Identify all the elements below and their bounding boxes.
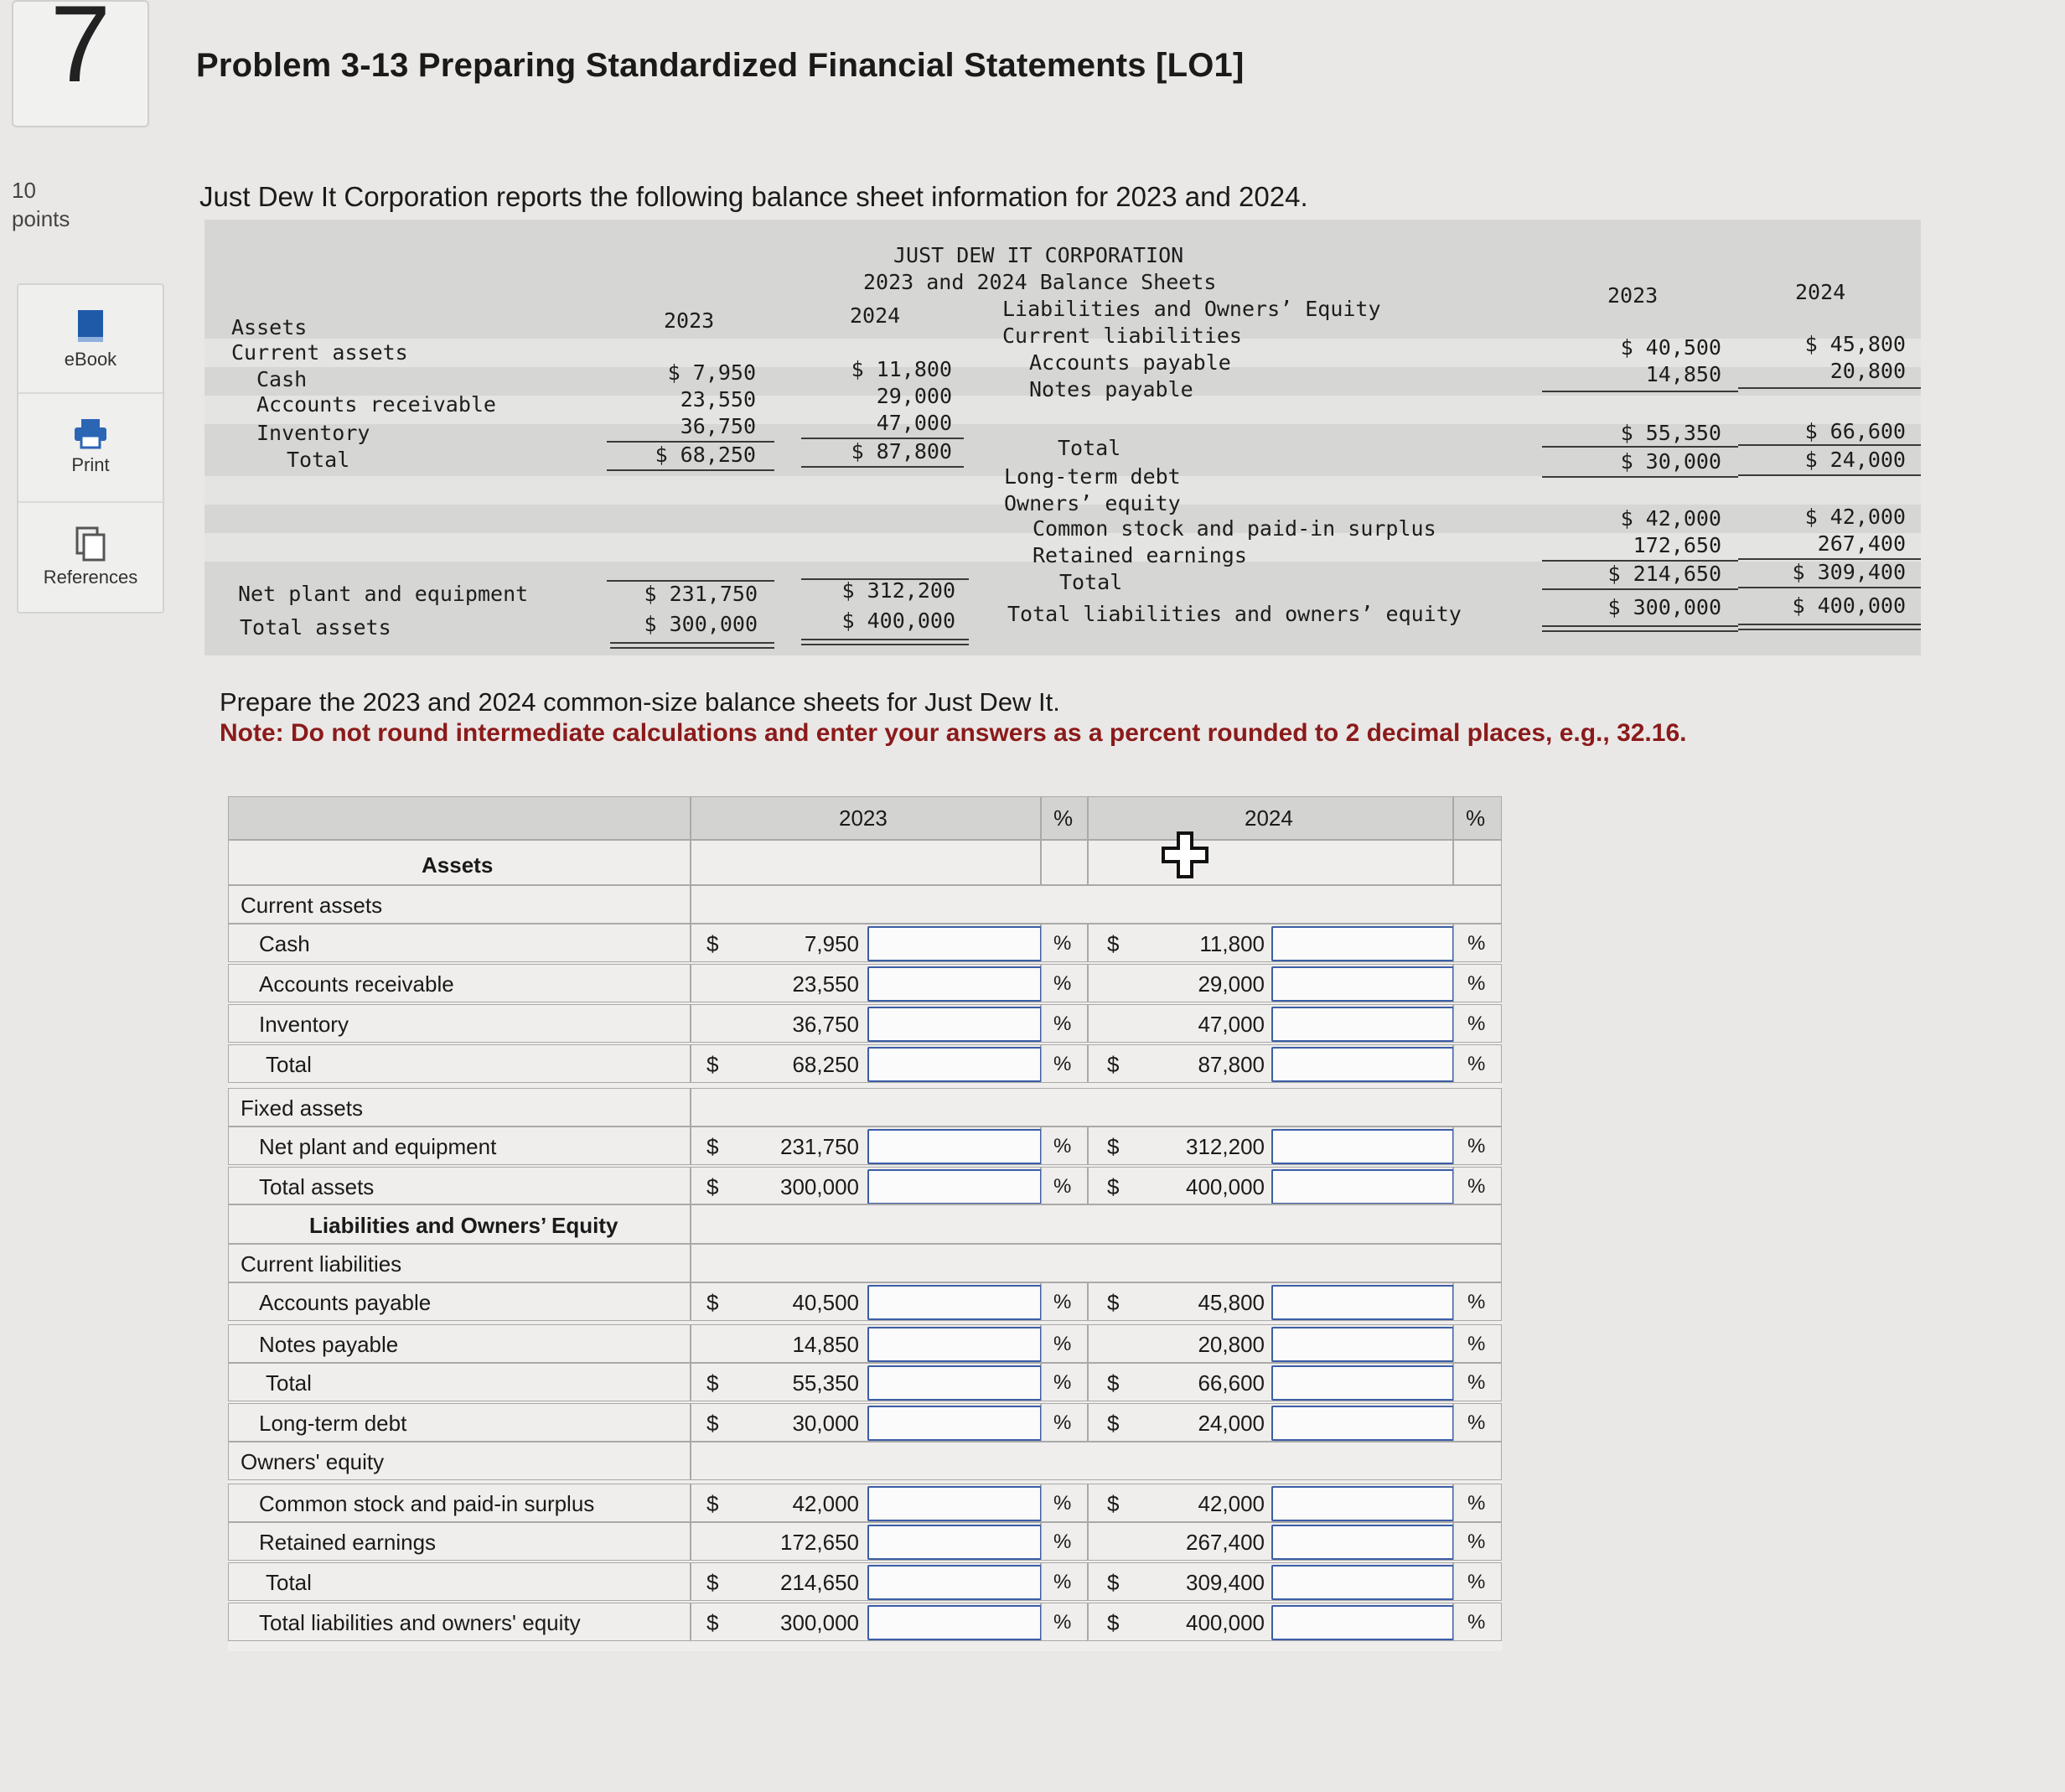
common-size-2023-input[interactable] [867, 1605, 1042, 1640]
assets-heading-fill-p [1041, 840, 1088, 885]
problem-intro: Just Dew It Corporation reports the following balance sheet information for 2023 and 2024. [199, 181, 1308, 212]
bs-col-2023-left: 2023 [664, 308, 715, 333]
value-2024-cell [1088, 1282, 1453, 1321]
bs-ap-2023: $ 40,500 [1620, 335, 1721, 360]
pct-sign: % [1467, 1492, 1486, 1515]
dollar-sign: $ [1107, 1570, 1120, 1595]
points-info [12, 176, 70, 233]
value-2024: 45,800 [1198, 1290, 1265, 1315]
value-2023-cell [691, 1167, 1041, 1205]
bs-cash-2023: $ 7,950 [667, 360, 756, 385]
common-size-2024-input[interactable] [1271, 1605, 1454, 1640]
value-2023: 231,750 [780, 1134, 859, 1159]
dollar-sign: $ [1107, 1174, 1120, 1199]
row-label-cell [228, 1442, 691, 1480]
dollar-sign: $ [706, 931, 719, 956]
pct-2023-cell [1041, 1603, 1088, 1641]
row-label-cell [228, 1167, 691, 1205]
value-2023: 300,000 [780, 1174, 859, 1199]
value-2023-cell [691, 964, 1041, 1002]
row-label-cell [228, 1403, 691, 1442]
value-2023: 172,650 [780, 1530, 859, 1555]
pct-2023-cell [1041, 1004, 1088, 1043]
row-label: Common stock and paid-in surplus [259, 1491, 595, 1516]
pct-2024-cell [1453, 1363, 1502, 1401]
pct-2024-cell [1453, 1282, 1502, 1321]
liab-heading-fill [691, 1204, 1502, 1244]
pct-2024-cell [1453, 1403, 1502, 1442]
dollar-sign: $ [1107, 1610, 1120, 1635]
liab-heading: Liabilities and Owners’ Equity [309, 1213, 618, 1238]
bs-common-2023: $ 42,000 [1620, 506, 1721, 531]
row-label: Fixed assets [241, 1095, 363, 1121]
value-2024: 66,600 [1198, 1370, 1265, 1396]
pct-sign: % [1053, 1333, 1072, 1355]
section-fill [691, 1244, 1502, 1282]
dollar-sign: $ [706, 1610, 719, 1635]
book-icon [75, 285, 106, 344]
value-2024-cell [1088, 964, 1453, 1002]
bs-col-2023-right: 2023 [1607, 283, 1659, 308]
value-2024-cell [1088, 1167, 1453, 1205]
bs-oe-total-label: Total [1059, 570, 1123, 594]
header-2024-label: 2024 [1245, 805, 1293, 831]
pct-2023-cell [1041, 1484, 1088, 1522]
value-2023-cell [691, 1282, 1041, 1321]
row-label: Long-term debt [259, 1411, 407, 1436]
liab-heading-cell [228, 1204, 691, 1244]
question-number: 7 [12, 0, 149, 127]
value-2024-cell [1088, 1363, 1453, 1401]
given-balance-sheet [204, 220, 1921, 655]
pct-2023-cell [1041, 1044, 1088, 1083]
bs-total-le-2024: $ 400,000 [1792, 593, 1906, 618]
pct-sign: % [1467, 932, 1486, 955]
common-size-2024-input[interactable] [1271, 1486, 1454, 1521]
bs-owners-equity: Owners’ equity [1004, 491, 1181, 515]
pct-2024-cell [1453, 1126, 1502, 1165]
assets-heading-fill-b [1088, 840, 1453, 885]
dollar-sign: $ [706, 1174, 719, 1199]
bs-ap-2024: $ 45,800 [1804, 332, 1906, 356]
value-2024-cell [1088, 1403, 1453, 1442]
row-label: Net plant and equipment [259, 1134, 497, 1159]
bs-total-le-2023: $ 300,000 [1607, 595, 1721, 619]
references-button[interactable] [18, 503, 163, 610]
row-label: Accounts payable [259, 1290, 432, 1315]
row-label-cell [228, 1044, 691, 1083]
pct-sign: % [1053, 1053, 1072, 1075]
bs-cash-label: Cash [256, 367, 308, 391]
value-2024: 47,000 [1198, 1012, 1265, 1037]
common-size-2023-input[interactable] [867, 1169, 1042, 1204]
bs-company: JUST DEW IT CORPORATION [893, 243, 1184, 267]
value-2024: 87,800 [1198, 1052, 1265, 1077]
common-size-2023-input[interactable] [867, 1285, 1042, 1320]
row-label: Total assets [259, 1174, 375, 1199]
bs-common-2024: $ 42,000 [1804, 505, 1906, 529]
common-size-2024-input[interactable] [1271, 1525, 1454, 1560]
pct-2023-cell [1041, 964, 1088, 1002]
pct-2023-cell [1041, 1562, 1088, 1601]
pct-sign: % [1053, 1175, 1072, 1198]
assets-heading: Assets [422, 852, 494, 878]
dollar-sign: $ [1107, 1491, 1120, 1516]
header-pct-2023 [1041, 796, 1088, 840]
pct-2023-cell [1041, 1403, 1088, 1442]
print-button[interactable] [18, 394, 163, 503]
header-pct-2024-label: % [1466, 805, 1486, 831]
value-2023-cell [691, 924, 1041, 962]
bs-net-plant-2024: $ 312,200 [841, 578, 955, 603]
pct-2024-cell [1453, 1167, 1502, 1205]
bs-ltd-2024: $ 24,000 [1804, 448, 1906, 472]
value-2023: 14,850 [792, 1332, 859, 1357]
value-2024: 24,000 [1198, 1411, 1265, 1436]
common-size-2023-input[interactable] [867, 1047, 1042, 1082]
bs-cl-total-2024: $ 66,600 [1804, 419, 1906, 443]
pct-2024-cell [1453, 924, 1502, 962]
value-2023-cell [691, 1126, 1041, 1165]
row-label-cell [228, 1126, 691, 1165]
row-label: Owners' equity [241, 1449, 385, 1474]
pct-sign: % [1467, 1291, 1486, 1313]
bs-ca-total-2024: $ 87,800 [851, 439, 952, 464]
common-size-2023-input[interactable] [867, 966, 1042, 1002]
dollar-sign: $ [1107, 1290, 1120, 1315]
bs-ar-2024: 29,000 [876, 384, 952, 408]
bs-oe-total-2023: $ 214,650 [1607, 562, 1721, 586]
header-blank [228, 796, 691, 840]
row-label-cell [228, 1603, 691, 1641]
value-2024-cell [1088, 1522, 1453, 1561]
row-label: Cash [259, 931, 310, 956]
value-2023-cell [691, 1363, 1041, 1401]
row-label: Current liabilities [241, 1251, 402, 1277]
row-label-cell [228, 924, 691, 962]
value-2024-cell [1088, 1562, 1453, 1601]
bs-retained-2024: 267,400 [1817, 531, 1906, 556]
common-size-2023-input[interactable] [867, 1525, 1042, 1560]
row-label-cell [228, 1522, 691, 1561]
section-fill [691, 1088, 1502, 1126]
pct-2024-cell [1453, 964, 1502, 1002]
bs-np-label: Notes payable [1029, 377, 1193, 401]
value-2023: 55,350 [792, 1370, 859, 1396]
row-label: Current assets [241, 893, 383, 918]
printer-icon [73, 394, 108, 449]
value-2023: 40,500 [792, 1290, 859, 1315]
bs-inventory-2024: 47,000 [876, 411, 952, 435]
header-2023-label: 2023 [839, 805, 888, 831]
dollar-sign: $ [1107, 1370, 1120, 1396]
bs-current-liabilities: Current liabilities [1002, 324, 1242, 348]
value-2024: 400,000 [1186, 1610, 1265, 1635]
value-2023-cell [691, 1403, 1041, 1442]
bs-retained-2023: 172,650 [1633, 533, 1721, 557]
common-size-2024-input[interactable] [1271, 926, 1454, 961]
row-label-cell [228, 1562, 691, 1601]
value-2024: 11,800 [1199, 931, 1265, 956]
common-size-2023-input[interactable] [867, 926, 1042, 961]
value-2023-cell [691, 1324, 1041, 1363]
bs-np-2023: 14,850 [1645, 362, 1721, 386]
pct-2023-cell [1041, 1522, 1088, 1561]
pct-sign: % [1053, 1571, 1072, 1593]
row-label-cell [228, 1363, 691, 1401]
pct-sign: % [1053, 1013, 1072, 1035]
section-fill [691, 885, 1502, 924]
value-2023-cell [691, 1603, 1041, 1641]
dollar-sign: $ [706, 1570, 719, 1595]
bs-assets-heading: Assets [231, 315, 308, 339]
common-size-2023-input[interactable] [867, 1565, 1042, 1600]
pct-2023-cell [1041, 1167, 1088, 1205]
bs-total-assets-2024: $ 400,000 [841, 609, 955, 633]
dollar-sign: $ [706, 1290, 719, 1315]
value-2023-cell [691, 1044, 1041, 1083]
ebook-button[interactable] [18, 285, 163, 394]
row-label-cell [228, 1004, 691, 1043]
pct-sign: % [1053, 1492, 1072, 1515]
dollar-sign: $ [706, 1052, 719, 1077]
assets-heading-fill-q [1453, 840, 1502, 885]
bs-cl-total-2023: $ 55,350 [1620, 421, 1721, 445]
row-label: Total [266, 1052, 312, 1077]
row-label-cell [228, 1282, 691, 1321]
bs-common-label: Common stock and paid-in surplus [1032, 516, 1436, 541]
pct-sign: % [1467, 1530, 1486, 1553]
row-label: Total [266, 1370, 312, 1396]
common-size-2023-input[interactable] [867, 1365, 1042, 1401]
bs-np-2024: 20,800 [1830, 359, 1906, 383]
dollar-sign: $ [1107, 1134, 1120, 1159]
bs-net-plant-label: Net plant and equipment [238, 582, 529, 606]
row-label-cell [228, 885, 691, 924]
section-fill [691, 1442, 1502, 1480]
common-size-2024-input[interactable] [1271, 1406, 1454, 1441]
bs-total-le-label: Total liabilities and owners’ equity [1007, 602, 1462, 626]
bs-ap-label: Accounts payable [1029, 350, 1231, 375]
bs-ca-total-label: Total [287, 448, 350, 472]
assets-heading-fill-a [691, 840, 1041, 885]
row-label-cell [228, 1484, 691, 1522]
value-2023: 42,000 [792, 1491, 859, 1516]
ebook-label: eBook [64, 349, 117, 370]
bs-ar-2023: 23,550 [680, 387, 756, 412]
crosshair-cursor-icon [1160, 830, 1210, 882]
copy-pages-icon [74, 503, 107, 562]
value-2024: 20,800 [1198, 1332, 1265, 1357]
value-2024-cell [1088, 924, 1453, 962]
value-2024-cell [1088, 1004, 1453, 1043]
header-2024 [1088, 796, 1453, 840]
header-2023 [691, 796, 1041, 840]
bs-ltd-label: Long-term debt [1004, 464, 1181, 489]
common-size-2024-input[interactable] [1271, 966, 1454, 1002]
bs-col-2024-left: 2024 [850, 303, 901, 328]
common-size-answer-table [228, 796, 1502, 1651]
bs-current-assets: Current assets [231, 340, 408, 365]
common-size-2023-input[interactable] [867, 1007, 1042, 1042]
row-label: Total [266, 1570, 312, 1595]
bs-subtitle: 2023 and 2024 Balance Sheets [863, 270, 1217, 294]
bs-inventory-2023: 36,750 [680, 414, 756, 438]
bs-inventory-label: Inventory [256, 421, 370, 445]
pct-sign: % [1467, 1053, 1486, 1075]
row-label-cell [228, 1244, 691, 1282]
value-2023-cell [691, 1004, 1041, 1043]
dollar-sign: $ [1107, 1411, 1120, 1436]
pct-sign: % [1053, 1135, 1072, 1158]
common-size-2023-input[interactable] [867, 1327, 1042, 1362]
value-2023: 7,950 [804, 931, 859, 956]
header-pct-2023-label: % [1053, 805, 1074, 831]
pct-2023-cell [1041, 924, 1088, 962]
dollar-sign: $ [706, 1411, 719, 1436]
value-2024: 312,200 [1186, 1134, 1265, 1159]
value-2023: 23,550 [792, 971, 859, 997]
pct-sign: % [1467, 1371, 1486, 1394]
references-label: References [43, 567, 138, 588]
dollar-sign: $ [706, 1134, 719, 1159]
prepare-instruction: Prepare the 2023 and 2024 common-size balance sheets for Just Dew It. [220, 687, 1060, 717]
value-2023-cell [691, 1562, 1041, 1601]
value-2024-cell [1088, 1044, 1453, 1083]
dollar-sign: $ [706, 1491, 719, 1516]
bs-total-assets-2023: $ 300,000 [644, 612, 758, 636]
pct-2023-cell [1041, 1324, 1088, 1363]
common-size-2024-input[interactable] [1271, 1365, 1454, 1401]
side-tools-panel [17, 283, 164, 614]
pct-sign: % [1053, 1611, 1072, 1634]
value-2024-cell [1088, 1324, 1453, 1363]
value-2024: 267,400 [1186, 1530, 1265, 1555]
pct-sign: % [1053, 1411, 1072, 1434]
dollar-sign: $ [706, 1370, 719, 1396]
value-2024: 400,000 [1186, 1174, 1265, 1199]
bs-cl-total-label: Total [1058, 436, 1121, 460]
value-2023: 36,750 [792, 1012, 859, 1037]
value-2023: 300,000 [780, 1610, 859, 1635]
pct-sign: % [1467, 1571, 1486, 1593]
points-label: points [12, 206, 70, 231]
pct-2023-cell [1041, 1126, 1088, 1165]
row-label-cell [228, 1324, 691, 1363]
pct-2024-cell [1453, 1562, 1502, 1601]
pct-sign: % [1053, 1291, 1072, 1313]
bs-net-plant-2023: $ 231,750 [644, 582, 758, 606]
assets-heading-cell [228, 840, 691, 885]
value-2023: 214,650 [780, 1570, 859, 1595]
bs-liab-heading: Liabilities and Owners’ Equity [1002, 297, 1381, 321]
common-size-2023-input[interactable] [867, 1406, 1042, 1441]
pct-sign: % [1053, 932, 1072, 955]
pct-2023-cell [1041, 1282, 1088, 1321]
common-size-2024-input[interactable] [1271, 1565, 1454, 1600]
row-label-cell [228, 1088, 691, 1126]
pct-2024-cell [1453, 1324, 1502, 1363]
pct-sign: % [1467, 972, 1486, 995]
dollar-sign: $ [1107, 931, 1120, 956]
pct-sign: % [1053, 1371, 1072, 1394]
value-2024-cell [1088, 1126, 1453, 1165]
pct-2024-cell [1453, 1603, 1502, 1641]
pct-sign: % [1467, 1013, 1486, 1035]
bs-ltd-2023: $ 30,000 [1620, 449, 1721, 474]
dollar-sign: $ [1107, 1052, 1120, 1077]
pct-2024-cell [1453, 1484, 1502, 1522]
bs-total-assets-label: Total assets [240, 615, 391, 640]
pct-2024-cell [1453, 1522, 1502, 1561]
bs-oe-total-2024: $ 309,400 [1792, 560, 1906, 584]
row-label: Retained earnings [259, 1530, 437, 1555]
pct-sign: % [1467, 1611, 1486, 1634]
row-label: Notes payable [259, 1332, 399, 1357]
pct-sign: % [1467, 1175, 1486, 1198]
value-2024-cell [1088, 1603, 1453, 1641]
value-2023: 68,250 [792, 1052, 859, 1077]
common-size-2024-input[interactable] [1271, 1129, 1454, 1164]
common-size-2024-input[interactable] [1271, 1007, 1454, 1042]
print-label: Print [71, 454, 110, 475]
value-2024: 42,000 [1198, 1491, 1265, 1516]
common-size-2023-input[interactable] [867, 1129, 1042, 1164]
row-label: Accounts receivable [259, 971, 454, 997]
value-2023-cell [691, 1484, 1041, 1522]
common-size-2023-input[interactable] [867, 1486, 1042, 1521]
pct-2024-cell [1453, 1004, 1502, 1043]
pct-2024-cell [1453, 1044, 1502, 1083]
row-label-cell [228, 964, 691, 1002]
bs-ca-total-2023: $ 68,250 [655, 443, 756, 467]
common-size-2024-input[interactable] [1271, 1327, 1454, 1362]
problem-title: Problem 3-13 Preparing Standardized Financial Statements [LO1] [196, 47, 1245, 84]
pct-2023-cell [1041, 1363, 1088, 1401]
pct-sign: % [1467, 1411, 1486, 1434]
value-2023: 30,000 [792, 1411, 859, 1436]
row-label: Total liabilities and owners' equity [259, 1610, 581, 1635]
bs-cash-2024: $ 11,800 [851, 357, 952, 381]
value-2024: 29,000 [1198, 971, 1265, 997]
pct-sign: % [1053, 1530, 1072, 1553]
row-label: Inventory [259, 1012, 349, 1037]
value-2024-cell [1088, 1484, 1453, 1522]
bs-retained-label: Retained earnings [1032, 543, 1247, 567]
rounding-note: Note: Do not round intermediate calculations and enter your answers as a percent rounded to 2 decimal places, e.g., 32.16. [220, 719, 1687, 747]
bs-ar-label: Accounts receivable [256, 392, 496, 417]
value-2024: 309,400 [1186, 1570, 1265, 1595]
value-2023-cell [691, 1522, 1041, 1561]
common-size-2024-input[interactable] [1271, 1047, 1454, 1082]
common-size-2024-input[interactable] [1271, 1285, 1454, 1320]
header-pct-2024 [1453, 796, 1502, 840]
pct-sign: % [1053, 972, 1072, 995]
pct-sign: % [1467, 1135, 1486, 1158]
points-value: 10 [12, 178, 36, 203]
bs-col-2024-right: 2024 [1795, 280, 1846, 304]
pct-sign: % [1467, 1333, 1486, 1355]
common-size-2024-input[interactable] [1271, 1169, 1454, 1204]
